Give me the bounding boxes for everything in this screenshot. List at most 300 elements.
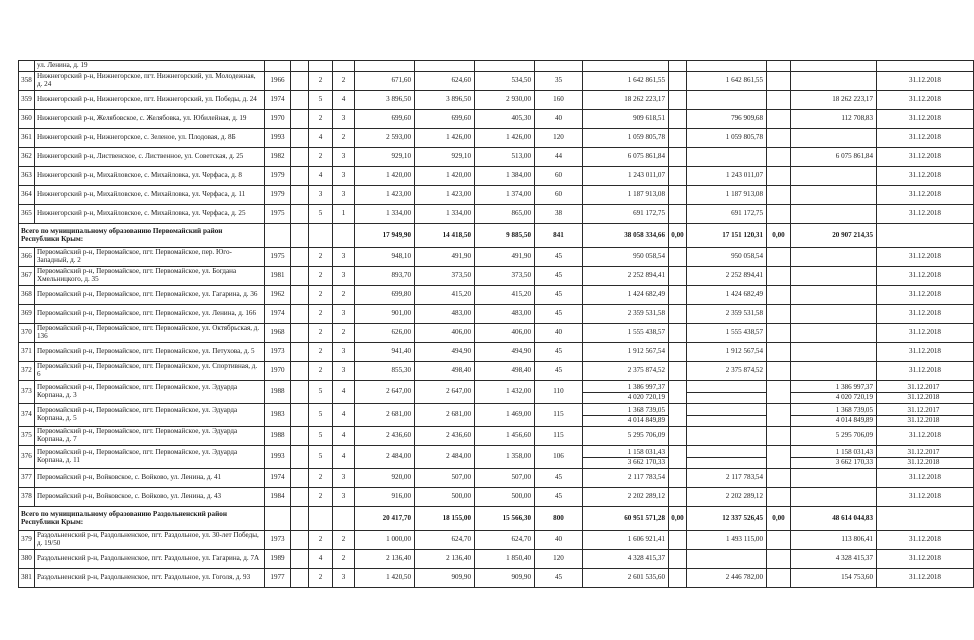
cost-total-cell [583,446,669,469]
budget-republic-cell [687,381,767,404]
budget-republic-cell [687,404,767,427]
table-row [19,167,974,186]
address-cell: Первомайский р-н, Первомайское, пгт. Первомайское, пер. Юго-Западный, д. 2 [35,248,265,267]
year-cell: 1975 [265,205,291,224]
owners-funds-cell [791,167,877,186]
owners-funds-cell [791,324,877,343]
row-number-cell: 370 [19,324,35,343]
row-number-cell: 375 [19,427,35,446]
empty-cell [291,446,309,469]
table-row [19,343,974,362]
empty-cell [291,110,309,129]
empty-cell [535,61,583,72]
row-number-cell: 376 [19,446,35,469]
entrances-cell: 3 [333,488,355,507]
area-residential-cell: 373,50 [415,267,475,286]
deadline-cell-line: 31.12.2017 [907,405,940,414]
area-apartments-cell: 15 566,30 [475,507,535,531]
fund-cell [669,167,687,186]
table-row [19,72,974,91]
fund-cell [669,205,687,224]
cost-total-cell: 38 058 334,66 [583,224,669,248]
residents-cell: 160 [535,91,583,110]
empty-cell [309,61,333,72]
address-cell: Первомайский р-н, Первомайское, пгт. Первомайское, ул. Эдуарда Корпана, д. 11 [35,446,265,469]
empty-cell [291,267,309,286]
cost-total-cell: 2 375 874,52 [583,362,669,381]
cost-total-cell: 1 243 011,07 [583,167,669,186]
area-residential-cell: 2 647,00 [415,381,475,404]
cost-total-cell: 1 424 682,49 [583,286,669,305]
budget-local-cell [767,129,791,148]
address-cell: Первомайский р-н, Первомайское, пгт. Первомайское, ул. Петухова, д. 5 [35,343,265,362]
floors-cell: 4 [309,550,333,569]
owners-funds-cell [791,286,877,305]
cost-total-cell [583,381,669,404]
entrances-cell: 2 [333,72,355,91]
row-number-cell: 363 [19,167,35,186]
table-row [19,91,974,110]
area-total-cell: 2 647,00 [355,381,415,404]
empty-cell [291,324,309,343]
address-cell: Первомайский р-н, Войковское, с. Войково, ул. Ленина, д. 41 [35,469,265,488]
fund-cell: 0,00 [669,224,687,248]
floors-cell: 4 [309,129,333,148]
budget-republic-cell: 2 446 782,00 [687,569,767,588]
empty-cell [475,61,535,72]
deadline-cell: 31.12.2018 [877,531,974,550]
residents-cell: 110 [535,381,583,404]
area-total-cell: 1 334,00 [355,205,415,224]
table-row [19,129,974,148]
deadline-cell: 31.12.2018 [877,569,974,588]
owners-funds-cell [791,186,877,205]
cost-total-cell: 60 951 571,28 [583,507,669,531]
fund-cell [669,286,687,305]
deadline-cell-line: 31.12.2018 [877,457,973,467]
floors-cell: 2 [309,286,333,305]
area-residential-cell: 1 423,00 [415,186,475,205]
row-number-cell: 380 [19,550,35,569]
residents-cell: 60 [535,167,583,186]
area-apartments-cell: 909,90 [475,569,535,588]
address-cell: Первомайский р-н, Первомайское, пгт. Первомайское, ул. Богдана Хмельницкого, д. 35 [35,267,265,286]
area-apartments-cell: 1 426,00 [475,129,535,148]
cost-total-cell: 909 618,51 [583,110,669,129]
residents-cell: 841 [535,224,583,248]
budget-republic-cell: 2 375 874,52 [687,362,767,381]
budget-republic-cell: 1 555 438,57 [687,324,767,343]
owners-funds-cell: 4 328 415,37 [791,550,877,569]
address-cell: Первомайский р-н, Первомайское, пгт. Первомайское, ул. Спортивная, д. 6 [35,362,265,381]
residents-cell: 120 [535,129,583,148]
fund-cell [669,404,687,427]
area-apartments-cell: 2 930,00 [475,91,535,110]
empty-cell [291,205,309,224]
row-number-cell: 369 [19,305,35,324]
deadline-cell: 31.12.2018 [877,305,974,324]
area-total-cell: 855,30 [355,362,415,381]
cost-total-cell: 1 606 921,41 [583,531,669,550]
floors-cell: 5 [309,91,333,110]
floors-cell: 2 [309,110,333,129]
address-cell: Первомайский р-н, Первомайское, пгт. Первомайское, ул. Эдуарда Корпана, д. 5 [35,404,265,427]
area-total-cell: 699,60 [355,110,415,129]
year-cell: 1982 [265,148,291,167]
housing-repair-table [18,60,974,588]
owners-funds-cell [791,305,877,324]
cost-total-cell: 950 058,54 [583,248,669,267]
empty-cell [291,186,309,205]
fund-cell [669,129,687,148]
fund-cell [669,324,687,343]
year-cell: 1974 [265,305,291,324]
owners-funds-cell: 18 262 223,17 [791,91,877,110]
residents-cell: 40 [535,531,583,550]
area-residential-cell: 2 436,60 [415,427,475,446]
residents-cell: 40 [535,110,583,129]
entrances-cell: 2 [333,531,355,550]
area-residential-cell: 507,00 [415,469,475,488]
area-residential-cell: 3 896,50 [415,91,475,110]
row-number-cell: 373 [19,381,35,404]
cost-total-cell: 1 187 913,08 [583,186,669,205]
residents-cell: 38 [535,205,583,224]
budget-local-cell [767,167,791,186]
table-row [19,305,974,324]
area-total-cell: 3 896,50 [355,91,415,110]
fund-cell [669,569,687,588]
year-cell: 1983 [265,404,291,427]
empty-cell [669,61,687,72]
entrances-cell: 3 [333,248,355,267]
floors-cell: 2 [309,469,333,488]
area-apartments-cell: 406,00 [475,324,535,343]
owners-funds-cell [791,362,877,381]
area-total-cell: 2 593,00 [355,129,415,148]
year-cell: 1970 [265,362,291,381]
address-cell: Первомайский р-н, Первомайское, пгт. Первомайское, ул. Эдуарда Корпана, д. 3 [35,381,265,404]
empty-cell [291,404,309,427]
residents-cell: 120 [535,550,583,569]
address-cell: Раздольненский р-н, Раздольненское, пгт. Раздольное, ул. Гагарина, д. 7А [35,550,265,569]
fund-cell [669,488,687,507]
table-row [19,569,974,588]
budget-republic-cell-line [687,415,766,416]
fund-cell [669,446,687,469]
owners-funds-cell: 5 295 706,09 [791,427,877,446]
budget-republic-cell: 1 642 861,55 [687,72,767,91]
area-total-cell: 2 436,60 [355,427,415,446]
floors-cell: 5 [309,381,333,404]
floors-cell: 3 [309,186,333,205]
floors-cell: 5 [309,404,333,427]
cost-total-cell-line: 1 368 739,05 [627,405,665,414]
year-cell: 1993 [265,446,291,469]
residents-cell: 45 [535,362,583,381]
address-cell: Нижнегорский р-н, Михайловское, с. Михайловка, ул. Черфаса, д. 8 [35,167,265,186]
cost-total-cell: 4 328 415,37 [583,550,669,569]
cost-total-cell-line: 4 020 720,19 [583,392,668,402]
empty-cell [877,507,974,531]
table-row [19,469,974,488]
residents-cell: 800 [535,507,583,531]
empty-cell [309,507,333,531]
row-number-cell: 358 [19,72,35,91]
empty-cell [791,61,877,72]
area-residential-cell: 2 681,00 [415,404,475,427]
table-row-continuation [19,61,974,72]
budget-republic-cell: 1 424 682,49 [687,286,767,305]
entrances-cell: 3 [333,469,355,488]
area-total-cell: 948,10 [355,248,415,267]
residents-cell: 45 [535,286,583,305]
fund-cell [669,91,687,110]
empty-cell [291,507,309,531]
budget-local-cell [767,404,791,427]
owners-funds-cell [791,381,877,404]
budget-local-cell: 0,00 [767,507,791,531]
area-residential-cell: 498,40 [415,362,475,381]
residents-cell: 106 [535,446,583,469]
empty-cell [291,569,309,588]
owners-funds-cell: 48 614 044,83 [791,507,877,531]
area-apartments-cell: 1 469,00 [475,404,535,427]
empty-cell [291,129,309,148]
cost-total-cell: 1 642 861,55 [583,72,669,91]
cost-total-cell: 18 262 223,17 [583,91,669,110]
residents-cell: 45 [535,343,583,362]
entrances-cell: 3 [333,362,355,381]
owners-funds-cell: 154 753,60 [791,569,877,588]
deadline-cell: 31.12.2018 [877,205,974,224]
cost-total-cell: 5 295 706,09 [583,427,669,446]
area-total-cell: 2 484,00 [355,446,415,469]
empty-cell [291,531,309,550]
row-number-cell: 361 [19,129,35,148]
cost-total-cell [583,404,669,427]
deadline-cell: 31.12.2018 [877,469,974,488]
year-cell: 1973 [265,531,291,550]
budget-republic-cell: 1 912 567,54 [687,343,767,362]
fund-cell [669,248,687,267]
owners-funds-cell [791,267,877,286]
empty-cell [333,224,355,248]
cost-total-cell: 691 172,75 [583,205,669,224]
deadline-cell: 31.12.2018 [877,550,974,569]
entrances-cell: 3 [333,267,355,286]
budget-republic-cell: 1 059 805,78 [687,129,767,148]
owners-funds-cell: 20 907 214,35 [791,224,877,248]
area-apartments-cell: 1 850,40 [475,550,535,569]
address-cell: Первомайский р-н, Первомайское, пгт. Первомайское, ул. Эдуарда Корпана, д. 7 [35,427,265,446]
area-residential-cell: 929,10 [415,148,475,167]
row-number-cell: 365 [19,205,35,224]
entrances-cell: 2 [333,324,355,343]
deadline-cell: 31.12.2018 [877,167,974,186]
residents-cell: 45 [535,569,583,588]
area-total-cell: 2 681,00 [355,404,415,427]
cost-total-cell-line: 1 386 997,37 [627,382,665,391]
table-row [19,381,974,404]
row-number-cell: 378 [19,488,35,507]
entrances-cell: 3 [333,569,355,588]
year-cell: 1974 [265,469,291,488]
table-row [19,110,974,129]
table-row [19,531,974,550]
area-total-cell: 920,00 [355,469,415,488]
residents-cell: 45 [535,305,583,324]
address-cell: Нижнегорский р-н, Михайловское, с. Михайловка, ул. Черфаса, д. 11 [35,186,265,205]
empty-cell [265,61,291,72]
row-number-cell: 359 [19,91,35,110]
area-total-cell: 916,00 [355,488,415,507]
deadline-cell: 31.12.2018 [877,362,974,381]
deadline-cell: 31.12.2018 [877,427,974,446]
area-total-cell: 20 417,70 [355,507,415,531]
entrances-cell: 3 [333,110,355,129]
budget-local-cell [767,446,791,469]
empty-cell [415,61,475,72]
area-total-cell: 17 949,90 [355,224,415,248]
empty-cell [291,469,309,488]
area-total-cell: 929,10 [355,148,415,167]
cost-total-cell: 2 252 894,41 [583,267,669,286]
deadline-cell: 31.12.2018 [877,129,974,148]
deadline-cell: 31.12.2018 [877,324,974,343]
empty-cell [333,61,355,72]
area-residential-cell: 500,00 [415,488,475,507]
residents-cell: 45 [535,267,583,286]
deadline-cell: 31.12.2018 [877,488,974,507]
owners-funds-cell-line: 1 158 031,43 [835,447,873,456]
empty-cell [265,224,291,248]
deadline-cell-line: 31.12.2017 [907,382,940,391]
area-apartments-cell: 9 885,50 [475,224,535,248]
area-apartments-cell: 534,50 [475,72,535,91]
budget-republic-cell [687,91,767,110]
row-number-cell: 368 [19,286,35,305]
fund-cell [669,550,687,569]
budget-local-cell: 0,00 [767,224,791,248]
area-total-cell: 901,00 [355,305,415,324]
year-cell: 1993 [265,129,291,148]
empty-cell [291,91,309,110]
row-number-cell: 379 [19,531,35,550]
entrances-cell: 2 [333,550,355,569]
cost-total-cell: 1 555 438,57 [583,324,669,343]
fund-cell [669,148,687,167]
area-residential-cell: 483,00 [415,305,475,324]
floors-cell: 5 [309,205,333,224]
table-row [19,404,974,427]
address-cell: ул. Ленина, д. 19 [35,61,265,72]
empty-cell [291,286,309,305]
cost-total-cell-line: 1 158 031,43 [627,447,665,456]
entrances-cell: 3 [333,148,355,167]
table-row [19,488,974,507]
address-cell: Нижнегорский р-н, Нижнегорское, пгт. Нижнегорский, ул. Победы, д. 24 [35,91,265,110]
cost-total-cell: 2 359 531,58 [583,305,669,324]
address-cell: Первомайский р-н, Первомайское, пгт. Первомайское, ул. Октябрьская, д. 136 [35,324,265,343]
year-cell: 1962 [265,286,291,305]
address-cell: Нижнегорский р-н, Михайловское, с. Михайловка, ул. Черфаса, д. 25 [35,205,265,224]
entrances-cell: 4 [333,427,355,446]
empty-cell [333,507,355,531]
row-number-cell: 371 [19,343,35,362]
budget-republic-cell [687,550,767,569]
owners-funds-cell-line: 1 386 997,37 [835,382,873,391]
empty-cell [291,427,309,446]
floors-cell: 2 [309,324,333,343]
cost-total-cell: 2 601 535,60 [583,569,669,588]
area-total-cell: 1 420,00 [355,167,415,186]
year-cell: 1977 [265,569,291,588]
budget-local-cell [767,110,791,129]
budget-republic-cell-line [687,392,766,393]
deadline-cell [877,404,974,427]
table-row [19,186,974,205]
empty-cell [767,61,791,72]
area-residential-cell: 624,60 [415,72,475,91]
fund-cell [669,362,687,381]
floors-cell: 2 [309,305,333,324]
owners-funds-cell: 6 075 861,84 [791,148,877,167]
entrances-cell: 3 [333,167,355,186]
entrances-cell: 2 [333,129,355,148]
residents-cell: 45 [535,248,583,267]
area-total-cell: 1 420,50 [355,569,415,588]
owners-funds-cell [791,446,877,469]
year-cell: 1979 [265,186,291,205]
floors-cell: 2 [309,72,333,91]
entrances-cell: 2 [333,286,355,305]
address-cell: Первомайский р-н, Войковское, с. Войково, ул. Ленина, д. 43 [35,488,265,507]
empty-cell [291,148,309,167]
fund-cell [669,186,687,205]
residents-cell: 115 [535,427,583,446]
year-cell: 1966 [265,72,291,91]
budget-republic-cell: 2 117 783,54 [687,469,767,488]
table-row [19,427,974,446]
entrances-cell: 4 [333,91,355,110]
budget-local-cell [767,469,791,488]
table-row [19,324,974,343]
owners-funds-cell [791,343,877,362]
budget-republic-cell [687,148,767,167]
entrances-cell: 3 [333,305,355,324]
floors-cell: 4 [309,167,333,186]
floors-cell: 2 [309,488,333,507]
owners-funds-cell: 112 708,83 [791,110,877,129]
empty-cell [291,72,309,91]
area-residential-cell: 1 426,00 [415,129,475,148]
budget-local-cell [767,148,791,167]
area-residential-cell: 18 155,00 [415,507,475,531]
residents-cell: 115 [535,404,583,427]
cost-total-cell-line: 3 662 170,33 [583,457,668,467]
owners-funds-cell [791,72,877,91]
deadline-cell: 31.12.2018 [877,110,974,129]
floors-cell: 2 [309,148,333,167]
area-apartments-cell: 865,00 [475,205,535,224]
entrances-cell: 4 [333,404,355,427]
budget-republic-cell: 796 909,68 [687,110,767,129]
empty-cell [583,61,669,72]
area-residential-cell: 909,90 [415,569,475,588]
area-apartments-cell: 624,70 [475,531,535,550]
area-residential-cell: 14 418,50 [415,224,475,248]
